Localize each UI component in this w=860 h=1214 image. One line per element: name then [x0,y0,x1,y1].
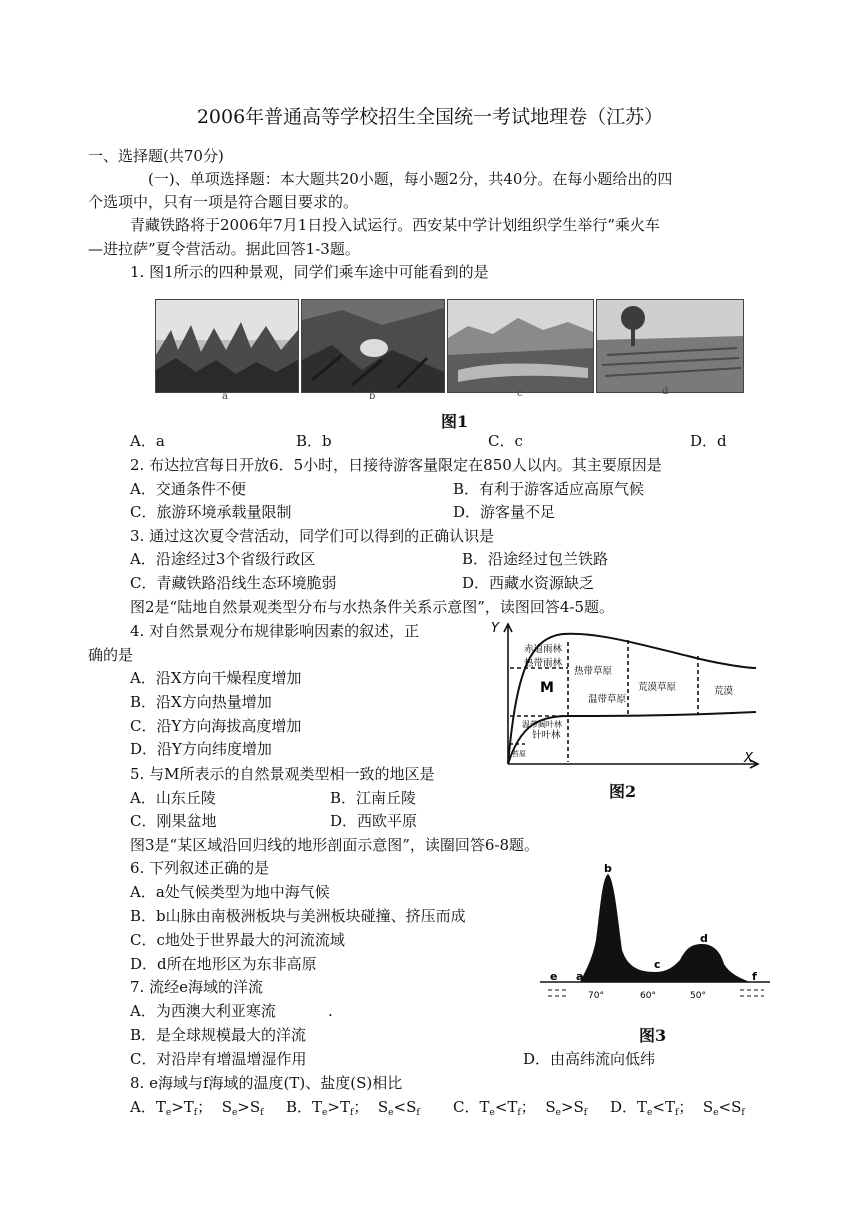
figure2-zone-1: 热带雨林 [524,658,563,669]
figure2-x-label: X [744,751,753,766]
q4-option-a: A．沿X方向干燥程度增加 [130,669,302,687]
q8-option-d: D．$T_e<T_f$； $S_e<S_f$ [610,1098,745,1118]
q8-stem: 8. e海域与f海域的温度(T)、盐度(S)相比 [130,1074,403,1092]
q6-option-c: C．c地处于世界最大的河流流域 [130,931,345,949]
q7-option-d: D．由高纬流向低纬 [523,1050,656,1068]
q2-option-b: B．有利于游客适应高原气候 [453,480,645,498]
q3-stem: 3. 通过这次夏令营活动，同学们可以得到的正确认识是 [130,527,495,545]
q5-option-d: D．西欧平原 [330,812,418,830]
figure1-label: 图1 [441,412,469,431]
q6-option-a: A．a处气候类型为地中海气候 [130,883,330,901]
q1-stem: 1. 图1所示的四种景观，同学们乘车途中可能看到的是 [130,263,489,281]
figure3-lon-50: 50° [690,991,706,1001]
figure3-label-c: c [654,958,661,971]
figure1-photo-d [596,299,744,393]
figure3-terrain [580,874,750,982]
figure2-zone-9: 苔原 [512,750,526,758]
instructions-line-1: (一)、单项选择题：本大题共20小题，每小题2分，共40分。在每小题给出的四 [148,170,673,188]
figure2-zone-0: 赤道雨林 [524,644,563,655]
figure2-y-label: Y [491,621,499,636]
q4-stem-line-1: 4. 对自然景观分布规律影响因素的叙述，正 [130,622,420,640]
q6-stem: 6. 下列叙述正确的是 [130,859,270,877]
intro-4-5: 图2是“陆地自然景观类型分布与水热条件关系示意图”，读图回答4-5题。 [130,598,615,616]
q4-stem-line-2: 确的是 [88,646,134,664]
q4-option-b: B．沿X方向热量增加 [130,693,272,711]
q7-stray-mark: . [328,1002,333,1020]
figure2-zone-7: 温带阔叶林 [522,720,562,729]
q1-option-c: C．c [488,432,523,450]
photo-label-a: a [222,391,228,402]
section-heading: 一、选择题(共70分) [88,147,224,165]
q8-option-a: A．$T_e>T_f$； $S_e>S_f$ [130,1098,264,1118]
figure1-photo-c [447,299,594,393]
figure3-lon-70: 70° [588,991,604,1001]
q3-option-a: A．沿途经过3个省级行政区 [130,550,316,568]
figure3-lon-60: 60° [640,991,656,1001]
figure2-zone-2: M [540,680,554,696]
figure2-zone-8: 针叶林 [532,730,561,741]
instructions-line-2: 个选项中，只有一项是符合题目要求的。 [88,193,359,211]
q7-option-b: B．是全球规模最大的洋流 [130,1026,307,1044]
figure3-label: 图3 [639,1026,667,1045]
q8-option-b: B．$T_e>T_f$； $S_e<S_f$ [286,1098,420,1118]
q7-stem: 7. 流经e海域的洋流 [130,978,263,996]
intro-1-3-line-1: 青藏铁路将于2006年7月1日投入试运行。西安某中学计划组织学生举行“乘火车 [130,216,660,234]
q2-option-a: A．交通条件不便 [130,480,246,498]
figure2-zone-5: 荒漠草原 [638,682,677,693]
q3-option-b: B．沿途经过包兰铁路 [462,550,609,568]
q6-option-b: B．b山脉由南极洲板块与美洲板块碰撞、挤压而成 [130,907,466,925]
q3-option-c: C．青藏铁路沿线生态环境脆弱 [130,574,337,592]
figure1-photo-b [301,299,445,393]
q1-option-b: B．b [296,432,332,450]
photo-label-b: b [369,391,376,402]
page-title: 2006年普通高等学校招生全国统一考试地理卷（江苏） [196,106,664,128]
q5-option-b: B．江南丘陵 [330,789,417,807]
photo-label-d: d [662,386,669,397]
q3-option-d: D．西藏水资源缺乏 [462,574,595,592]
figure2-zone-3: 热带草原 [574,666,613,677]
q2-option-d: D．游客量不足 [453,503,556,521]
figure3-label-b: b [604,862,612,875]
photo-label-c: c [517,388,523,399]
q6-option-d: D．d所在地形区为东非高原 [130,955,317,973]
q2-option-c: C．旅游环境承载量限制 [130,503,292,521]
q7-option-c: C．对沿岸有增温增湿作用 [130,1050,307,1068]
figure2-diagram [488,616,768,774]
q1-option-a: A．a [130,432,165,450]
intro-1-3-line-2: —进拉萨”夏令营活动。据此回答1-3题。 [88,240,360,258]
figure2-zone-6: 荒漠 [714,686,734,697]
figure1-photo-a [155,299,299,393]
figure2-zone-4: 温带草原 [588,694,627,705]
q5-stem: 5. 与M所表示的自然景观类型相一致的地区是 [130,765,435,783]
figure3-label-f: f [752,970,757,983]
figure3-label-e: e [550,970,558,983]
q7-option-a: A．为西澳大利亚寒流 [130,1002,276,1020]
q4-option-c: C．沿Y方向海拔高度增加 [130,717,302,735]
q4-option-d: D．沿Y方向纬度增加 [130,740,272,758]
q8-option-c: C．$T_e<T_f$； $S_e>S_f$ [453,1098,588,1118]
q5-option-a: A．山东丘陵 [130,789,216,807]
figure3-label-d: d [700,932,708,945]
intro-6-8: 图3是“某区域沿回归线的地形剖面示意图”，读圈回答6-8题。 [130,836,540,854]
q1-option-d: D．d [690,432,727,450]
figure3-diagram [540,860,770,1020]
figure3-label-a: a [576,970,584,983]
figure2-label: 图2 [609,782,637,801]
q5-option-c: C．刚果盆地 [130,812,217,830]
q2-stem: 2. 布达拉宫每日开放6．5小时，日接待游客量限定在850人以内。其主要原因是 [130,456,662,474]
